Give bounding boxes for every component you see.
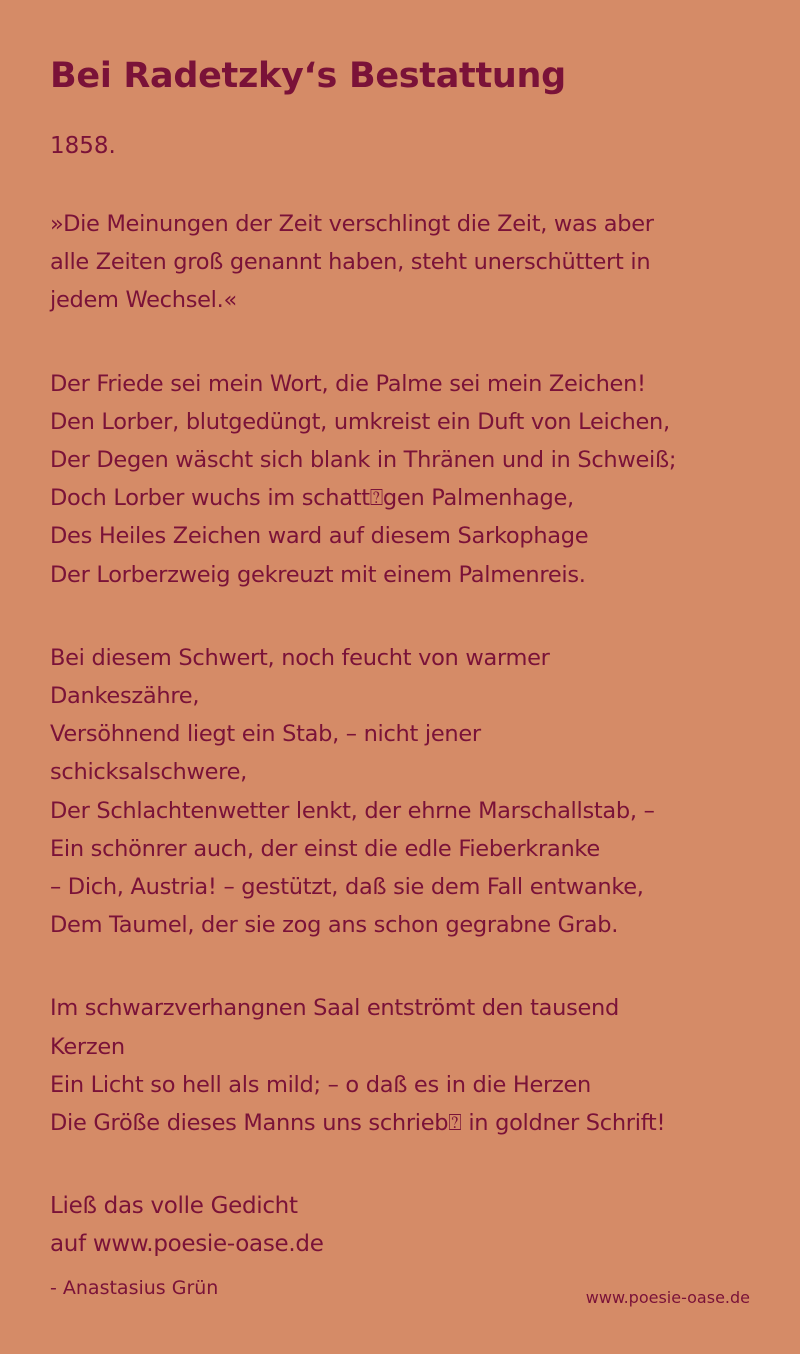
stanza-1 xyxy=(50,365,760,594)
verse-line: Die Größe dieses Manns uns schrieb⍰ in goldner Schrift! xyxy=(50,1110,666,1137)
cta-line: Ließ das volle Gedicht xyxy=(50,1193,298,1220)
verse-line: Ein Licht so hell als mild; – o daß es in die Herzen xyxy=(50,1071,591,1098)
epigraph-line: alle Zeiten groß genannt haben, steht unerschüttert in xyxy=(50,249,651,276)
stanza-2 xyxy=(50,639,760,945)
verse-line: Im schwarzverhangnen Saal entströmt den tausend xyxy=(50,995,619,1022)
verse-line: Ein schönrer auch, der einst die edle Fieberkranke xyxy=(50,835,600,862)
verse-line: Doch Lorber wuchs im schatt⍰gen Palmenhage, xyxy=(50,485,574,512)
verse-line: Der Degen wäscht sich blank in Thränen und in Schweiß; xyxy=(50,447,677,474)
poem-author: - Anastasius Grün xyxy=(50,1276,219,1299)
cta-line: auf www.poesie-oase.de xyxy=(50,1231,324,1258)
poem-title: Bei Radetzky‘s Bestattung xyxy=(50,56,566,96)
verse-line: Bei diesem Schwert, noch feucht von warmer xyxy=(50,644,550,671)
epigraph xyxy=(50,205,760,320)
verse-line: Der Friede sei mein Wort, die Palme sei mein Zeichen! xyxy=(50,370,646,397)
verse-line: Den Lorber, blutgedüngt, umkreist ein Duft von Leichen, xyxy=(50,408,670,435)
verse-line: schicksalschwere, xyxy=(50,759,248,786)
epigraph-line: jedem Wechsel.« xyxy=(50,287,237,314)
verse-line: Dem Taumel, der sie zog ans schon gegrabne Grab. xyxy=(50,912,619,939)
poem-year: 1858. xyxy=(50,133,116,159)
verse-line: Des Heiles Zeichen ward auf diesem Sarkophage xyxy=(50,523,589,550)
verse-line: Kerzen xyxy=(50,1033,125,1060)
stanza-3 xyxy=(50,989,760,1142)
verse-line: Der Lorberzweig gekreuzt mit einem Palmenreis. xyxy=(50,561,586,588)
verse-line: Versöhnend liegt ein Stab, – nicht jener xyxy=(50,721,481,748)
verse-line: – Dich, Austria! – gestützt, daß sie dem Fall entwanke, xyxy=(50,874,644,901)
epigraph-line: »Die Meinungen der Zeit verschlingt die Zeit, was aber xyxy=(50,211,654,237)
read-more-note xyxy=(50,1187,760,1263)
verse-line: Dankeszähre, xyxy=(50,683,200,710)
site-watermark: www.poesie-oase.de xyxy=(585,1288,750,1307)
verse-line: Der Schlachtenwetter lenkt, der ehrne Marschallstab, – xyxy=(50,797,655,824)
